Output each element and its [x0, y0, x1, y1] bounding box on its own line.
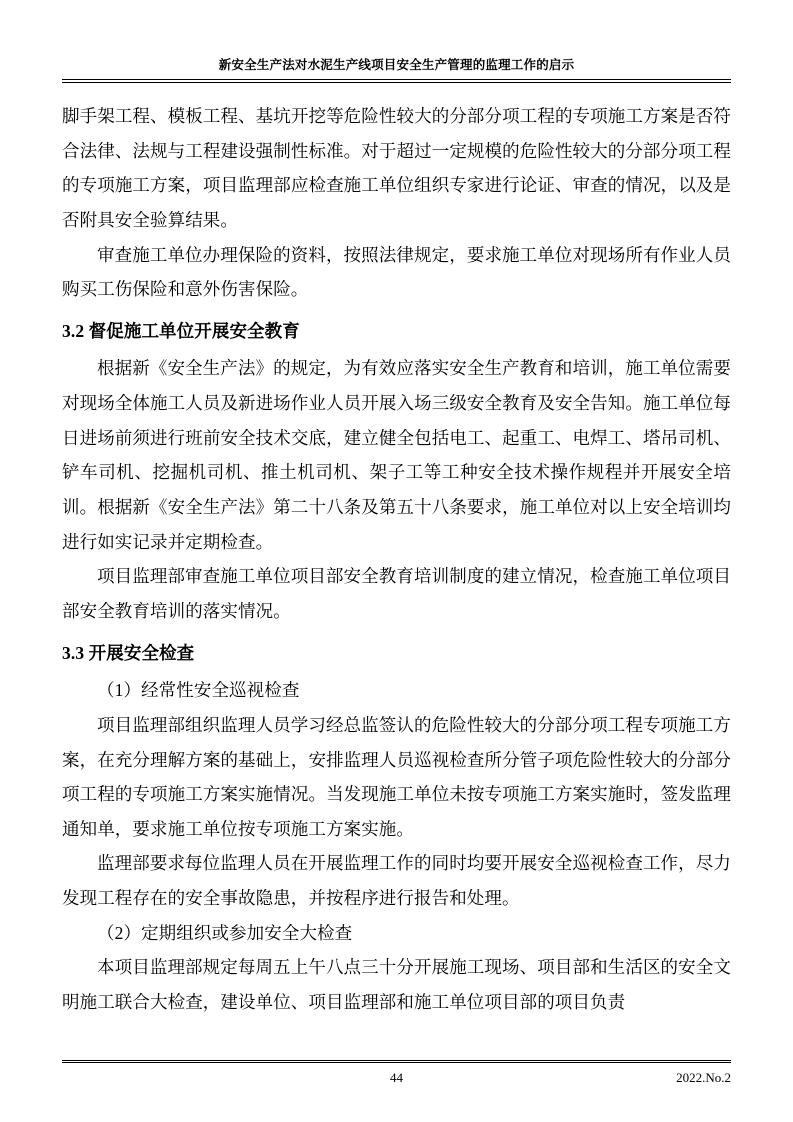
body-paragraph-7: 监理部要求每位监理人员在开展监理工作的同时均要开展安全巡视检查工作，尽力发现工程存在的安全事故隐患，并按程序进行报告和处理。 [62, 853, 731, 909]
body-paragraph-1: 脚手架工程、模板工程、基坑开挖等危险性较大的分部分项工程的专项施工方案是否符合法律、法规与工程建设强制性标准。对于超过一定规模的危险性较大的分部分项工程的专项施工方案，项目监理部应检查施工单位组织专家进行论证、审查的情况，以及是否附具安全验算结果。 [62, 106, 731, 230]
header-rule-top [62, 79, 731, 80]
footer-row [62, 1070, 731, 1088]
running-head: 新安全生产法对水泥生产线项目安全生产管理的监理工作的启示 [218, 58, 575, 72]
body-paragraph-3: 根据新《安全生产法》的规定，为有效应落实安全生产教育和培训，施工单位需要对现场全体施工人员及新进场作业人员开展入场三级安全教育及安全告知。施工单位每日进场前须进行班前安全技术交底，建立健全包括电工、起重工、电焊工、塔吊司机、铲车司机、挖掘机司机、推土机司机、架子工等工种安全技术操作规程并开展安全培训。根据新《安全生产法》第二十八条及第五十八条要求，施工单位对以上安全培训均进行如实记录并定期检查。 [62, 358, 731, 552]
section-heading-3-3: 3.3 开展安全检查 [62, 642, 195, 663]
footer-rule-bottom [62, 1062, 731, 1063]
issue-label: 2022.No.2 [676, 1070, 731, 1085]
body-list-item-1: （1）经常性安全巡视检查 [97, 680, 300, 701]
body-paragraph-4: 项目监理部审查施工单位项目部安全教育培训制度的建立情况，检查施工单位项目部安全教育培训的落实情况。 [62, 566, 731, 621]
body-list-item-2: （2）定期组织或参加安全大检查 [97, 922, 353, 943]
page-footer [62, 1060, 731, 1088]
header-rule-bottom [62, 82, 731, 83]
footer-rule-top [62, 1060, 731, 1061]
body-paragraph-6: 项目监理部组织监理人员学习经总监签认的危险性较大的分部分项工程专项施工方案，在充分理解方案的基础上，安排监理人员巡视检查所分管子项危险性较大的分部分项工程的专项施工方案实施情况。当发现施工单位未按专项施工方案实施时，签发监理通知单，要求施工单位按专项施工方案实施。 [62, 714, 731, 839]
section-heading-3-2: 3.2 督促施工单位开展安全教育 [62, 320, 300, 341]
body-paragraph-9: 本项目监理部规定每周五上午八点三十分开展施工现场、项目部和生活区的安全文明施工联合大检查，建设单位、项目监理部和施工单位项目部的项目负责 [62, 957, 731, 1013]
page-content [62, 55, 731, 1020]
page-number: 44 [390, 1070, 403, 1085]
body-paragraph-2: 审查施工单位办理保险的资料，按照法律规定，要求施工单位对现场所有作业人员购买工伤保险和意外伤害保险。 [62, 244, 731, 300]
